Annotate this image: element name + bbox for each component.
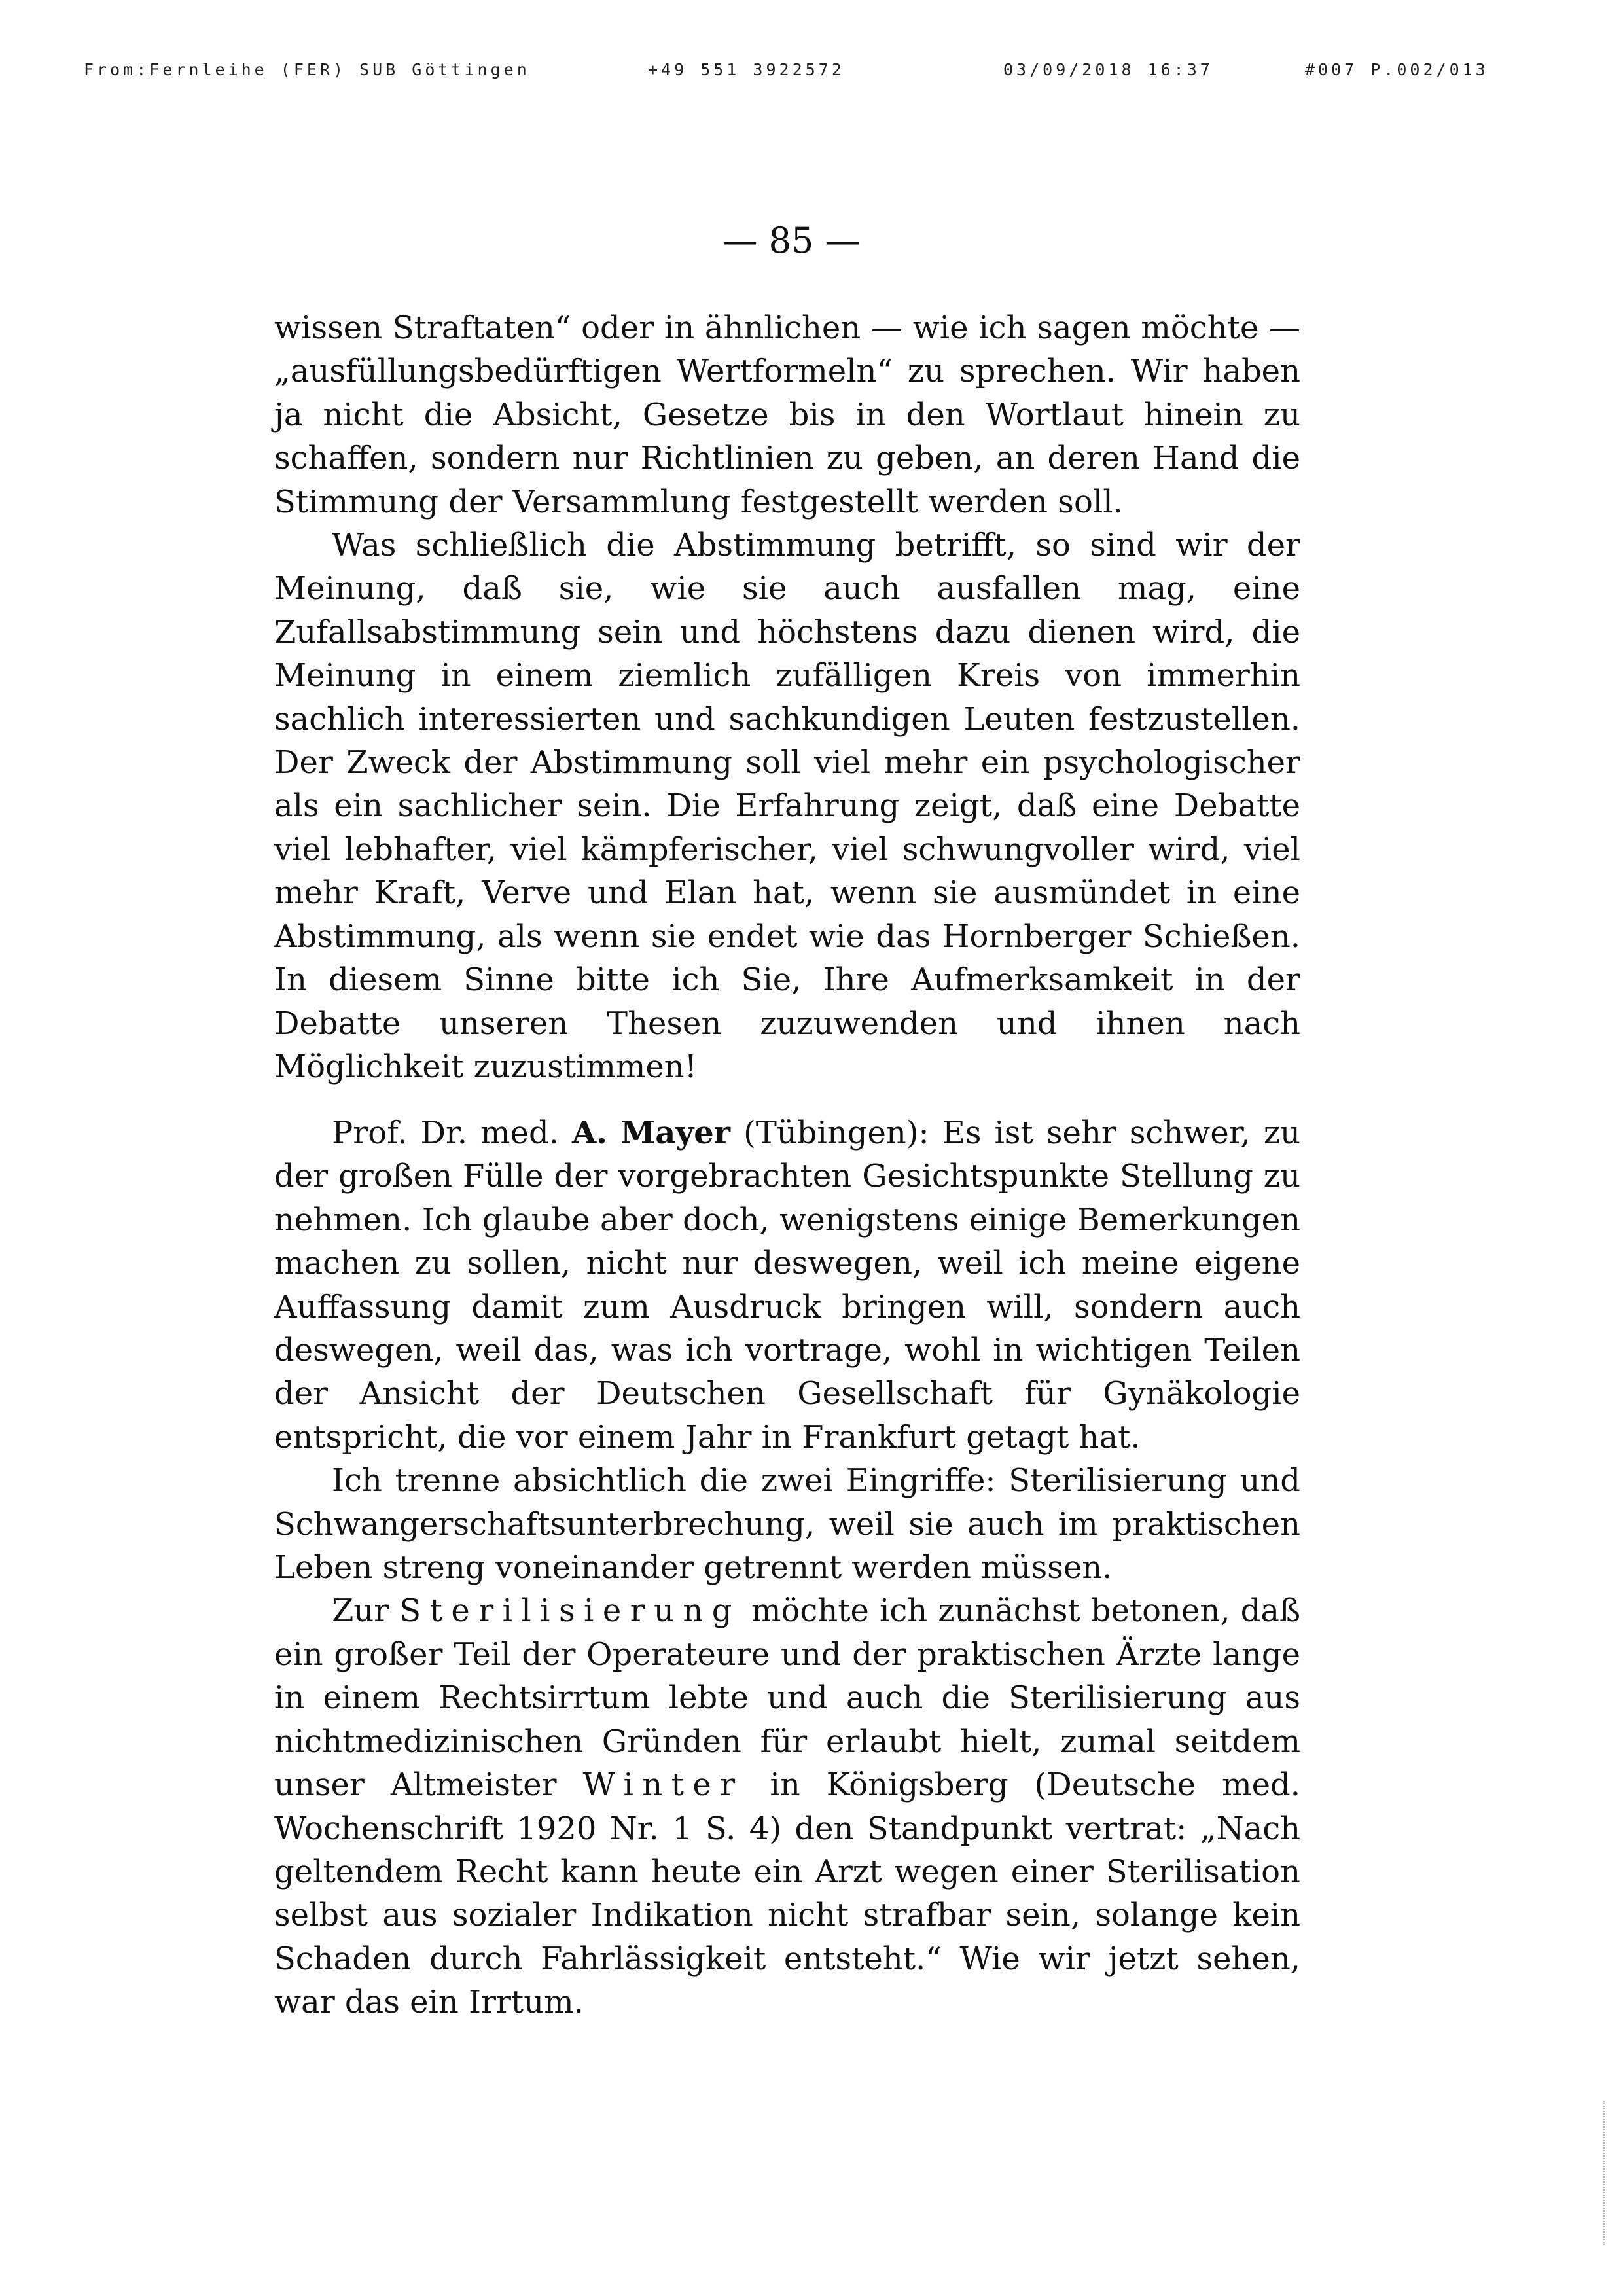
fax-phone-number: +49 551 3922572 (648, 60, 845, 79)
paragraph-end: in Königsberg (Deutsche med. Wochenschrift 1920 Nr. 1 S. 4) den Standpunkt vertrat: „Nach geltendem Recht kann heute ein Arzt wegen einer Sterilisation selbst aus sozialer Indikation nicht strafbar sein, solange kein Schaden durch Fahrlässigkeit entsteht.“ Wie wir jetzt sehen, war das ein Irrtum. (274, 1767, 1301, 2021)
speaker-statement: (Tübingen): Es ist sehr schwer, zu der großen Fülle der vorgebrachten Gesichtspunkte Stellung zu nehmen. Ich glaube aber doch, wenigstens einige Bemerkungen machen zu sollen, nicht nur deswegen, weil ich meine eigene Auffassung damit zum Ausdruck bringen will, sondern auch deswegen, weil das, was ich vortrage, wohl in wichtigen Teilen der Ansicht der Deutschen Gesellschaft für Gynäkologie entspricht, die vor einem Jahr in Frankfurt getagt hat. (274, 1115, 1301, 1456)
fax-datetime: 03/09/2018 16:37 (1003, 60, 1213, 79)
continued-speech-section (274, 306, 1300, 1088)
speaker-title: Prof. Dr. med. (332, 1115, 559, 1151)
speaker-surname: Mayer (620, 1115, 731, 1151)
speaker-paragraph (274, 1111, 1300, 1459)
body-paragraph (274, 1589, 1300, 2024)
fax-transmission-header (84, 60, 1543, 86)
scan-edge-artifact (1603, 2101, 1606, 2245)
fax-sender: From:Fernleihe (FER) SUB Göttingen (84, 60, 530, 79)
fax-page-info: #007 P.002/013 (1305, 60, 1489, 79)
page-number: — 85 — (722, 220, 861, 261)
speaker-initial: A. (572, 1115, 607, 1151)
speaker-section (274, 1111, 1300, 2024)
body-paragraph: wissen Straftaten“ oder in ähnlichen — wie ich sagen möchte — „ausfüllungsbedürftigen Wertformeln“ zu sprechen. Wir haben ja nicht die Absicht, Gesetze bis in den Wortlaut hinein zu schaffen, sondern nur Richtlinien zu geben, an deren Hand die Stimmung der Versammlung festgestellt werden soll. (274, 310, 1300, 520)
emphasized-term: Sterilisierung (399, 1592, 741, 1630)
emphasized-name: Winter (582, 1767, 744, 1804)
paragraph-middle: möchte ich zunächst betonen, daß ein großer Teil der Operateure und der praktischen Ärzte lange in einem Rechtsirrtum lebte und auch die Sterilisierung aus nichtmedizinischen Gründen für erlaubt hielt, zumal seitdem unser Altmeister (274, 1592, 1301, 1804)
body-paragraph: Was schließlich die Abstimmung betrifft, so sind wir der Meinung, daß sie, wie sie auch ausfallen mag, eine Zufallsabstimmung sein und höchstens dazu dienen wird, die Meinung in einem ziemlich zufälligen Kreis von immerhin sachlich interessierten und sachkundigen Leuten festzustellen. Der Zweck der Abstimmung soll viel mehr ein psychologischer als ein sachlicher sein. Die Erfahrung zeigt, daß eine Debatte viel lebhafter, viel kämpferischer, viel schwungvoller wird, viel mehr Kraft, Verve und Elan hat, wenn sie ausmündet in eine Abstimmung, als wenn sie endet wie das Hornberger Schießen. In diesem Sinne bitte ich Sie, Ihre Aufmerksamkeit in der Debatte unseren Thesen zuzuwenden und ihnen nach Möglichkeit zuzustimmen! (274, 527, 1300, 1085)
paragraph-start: Zur (332, 1592, 389, 1630)
body-paragraph: Ich trenne absichtlich die zwei Eingriffe: Sterilisierung und Schwangerschaftsunterbrechung, weil sie auch im praktischen Leben streng voneinander getrennt werden müssen. (274, 1462, 1300, 1587)
